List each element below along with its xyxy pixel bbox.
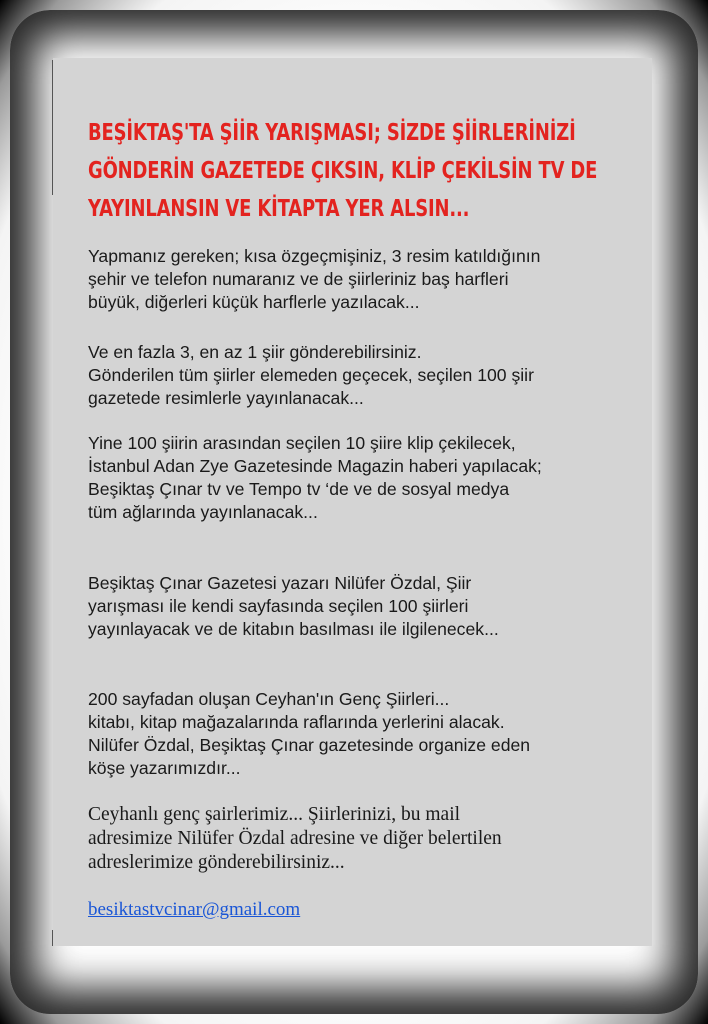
paragraph-submit: Ceyhanlı genç şairlerimiz... Şiirlerinizi, bu mail adresimize Nilüfer Özdal adresine ve diğer belertilen adreslerimize gönderebilirsiniz... bbox=[88, 804, 502, 873]
paper-edge-line-bottom bbox=[52, 930, 53, 946]
paragraph-poem-count: Ve en fazla 3, en az 1 şiir gönderebilirsiniz. Gönderilen tüm şiirler elemeden geçecek, seçilen 100 şiir gazetede resimlerle yayınlanacak... bbox=[88, 342, 534, 408]
email-link[interactable]: besiktastvcinar@gmail.com bbox=[88, 899, 301, 920]
paragraph-clip: Yine 100 şiirin arasından seçilen 10 şiire klip çekilecek, İstanbul Adan Zye Gazetesinde Magazin haberi yapılacak; Beşiktaş Çınar tv ve Tempo tv ‘de ve de sosyal medya tüm ağlarında yayınlanacak... bbox=[88, 433, 542, 522]
paragraph-author: Beşiktaş Çınar Gazetesi yazarı Nilüfer Özdal, Şiir yarışması ile kendi sayfasında seçilen 100 şiirleri yayınlayacak ve de kitabın basılması ile ilgilenecek... bbox=[88, 573, 499, 639]
paper-edge-line bbox=[52, 60, 53, 195]
paragraph-requirements: Yapmanız gereken; kısa özgeçmişiniz, 3 resim katıldığının şehir ve telefon numaranız ve de şiirleriniz baş harfleri büyük, diğerleri küçük harflerle yazılacak... bbox=[88, 246, 541, 312]
paragraph-book: 200 sayfadan oluşan Ceyhan'ın Genç Şiirleri... kitabı, kitap mağazalarında raflarında yerlerini alacak. Nilüfer Özdal, Beşiktaş Çınar gazetesinde organize eden köşe yazarımızdır... bbox=[88, 689, 531, 778]
flyer-headline: BEŞİKTAŞ'TA ŞİİR YARIŞMASI; SİZDE ŞİİRLERİNİZİ GÖNDERİN GAZETEDE ÇIKSIN, KLİP ÇEKİLSİN TV DE YAYINLANSIN VE KİTAPTA YER ALSIN... bbox=[88, 120, 598, 222]
